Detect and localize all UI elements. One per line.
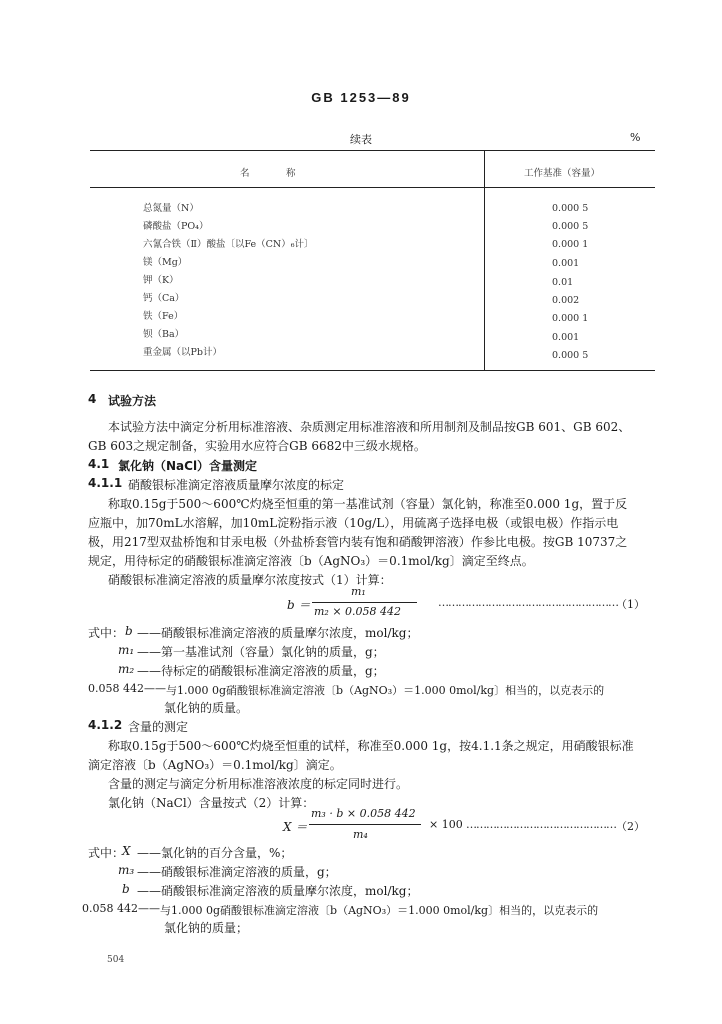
table-row-value: 0.001 [552, 258, 580, 269]
subsection-number: 4.1.1 [88, 476, 123, 490]
table-row-name: 磷酸盐（PO₄） [143, 221, 209, 232]
constant-symbol: 0.058 442—— [88, 682, 166, 695]
fraction-bar [312, 602, 417, 603]
formula-denominator: m₂ × 0.058 442 [314, 605, 402, 618]
formula-multiplier: × 100 [429, 818, 463, 831]
variable-description: ——氯化钠的百分含量，%； [137, 846, 293, 860]
constant-description: 氯化钠的质量。 [164, 701, 249, 715]
constant-description: 氯化钠的质量； [164, 921, 249, 935]
paragraph-line: 本试验方法中滴定分析用标准溶液、杂质测定用标准溶液和所用制剂及制品按GB 601、GB 602、 [108, 420, 631, 434]
formula-numerator: m₃ · b × 0.058 442 [311, 807, 416, 820]
table-row-value: 0.01 [552, 277, 574, 288]
formula-numerator: m₁ [351, 585, 366, 598]
table-row-name: 钡（Ba） [143, 329, 185, 340]
variable-symbol: b [125, 624, 133, 638]
subsection-title: 硝酸银标准滴定溶液质量摩尔浓度的标定 [128, 478, 345, 492]
subsection-title: 含量的测定 [128, 720, 189, 734]
table-row-value: 0.000 5 [552, 203, 589, 214]
table-row-value: 0.000 5 [552, 221, 589, 232]
constant-description: 与1.000 0g硝酸银标准滴定溶液〔b（AgNO₃）＝1.000 0mol/kg〕相当的，以克表示的 [166, 684, 605, 697]
subsection-title: 氯化钠（NaCl）含量测定 [118, 459, 258, 473]
table-row-name: 钾（K） [143, 275, 179, 286]
table-header-value: 工作基准（容量） [524, 168, 601, 179]
table-row-name: 重金属（以Pb计） [143, 347, 222, 358]
variable-symbol: m₁ [118, 643, 135, 657]
paragraph-line: 含量的测定与滴定分析用标准溶液浓度的标定同时进行。 [108, 777, 409, 791]
formula-tag: （2） [616, 820, 645, 833]
table-header-rule [90, 187, 655, 188]
table-row-name: 六氰合铁（Ⅱ）酸盐〔以Fe（CN）₆计〕 [143, 239, 314, 250]
table-top-rule [90, 150, 655, 151]
document-header: GB 1253—89 [311, 90, 411, 105]
variable-symbol: m₂ [118, 662, 135, 676]
table-row-name: 钙（Ca） [143, 293, 185, 304]
paragraph-line: 硝酸银标准滴定溶液的质量摩尔浓度按式（1）计算： [108, 573, 392, 587]
table-column-divider [484, 150, 485, 370]
formula-leader-dots: ……………………………………… [466, 818, 616, 831]
variable-description: ——待标定的硝酸银标准滴定溶液的质量，g； [137, 664, 385, 678]
paragraph-line: 规定，用待标定的硝酸银标准滴定溶液〔b（AgNO₃）＝0.1mol/kg〕滴定至终点。 [88, 554, 534, 568]
table-row-name: 铁（Fe） [143, 311, 184, 322]
table-row-value: 0.000 5 [552, 350, 589, 361]
formula-tag: （1） [616, 598, 645, 611]
variable-symbol: m₃ [118, 863, 135, 877]
page-number: 504 [107, 955, 125, 965]
paragraph-line: 极，用217型双盐桥饱和甘汞电极（外盐桥套管内装有饱和硝酸钾溶液）作参比电极。按GB 10737之 [88, 535, 628, 549]
table-row-value: 0.000 1 [552, 313, 589, 324]
where-intro: 式中： [88, 626, 125, 640]
table-caption: 续表 [350, 133, 372, 146]
paragraph-line: GB 603之规定制备，实验用水应符合GB 6682中三级水规格。 [88, 439, 426, 453]
section-number: 4 [88, 392, 97, 406]
table-row-value: 0.001 [552, 332, 580, 343]
variable-description: ——硝酸银标准滴定溶液的质量摩尔浓度，mol/kg； [137, 626, 419, 640]
table-bottom-rule [90, 370, 655, 371]
table-row-value: 0.000 1 [552, 239, 589, 250]
subsection-number: 4.1.2 [88, 718, 123, 732]
table-row-value: 0.002 [552, 295, 580, 306]
variable-description: ——硝酸银标准滴定溶液的质量，g； [137, 865, 337, 879]
table-row-name: 镁（Mg） [143, 257, 188, 268]
constant-symbol: 0.058 442—— [82, 902, 160, 915]
formula-leader-dots: ……………………………………………… [438, 596, 618, 609]
formula-lhs: b ＝ [287, 598, 311, 612]
formula-lhs: X ＝ [283, 820, 308, 834]
subsection-number: 4.1 [88, 457, 110, 471]
fraction-bar [309, 824, 421, 825]
constant-description: 与1.000 0g硝酸银标准滴定溶液〔b（AgNO₃）＝1.000 0mol/kg〕相当的，以克表示的 [160, 904, 599, 917]
variable-description: ——硝酸银标准滴定溶液的质量摩尔浓度，mol/kg； [137, 884, 419, 898]
variable-symbol: X [122, 844, 131, 858]
variable-description: ——第一基准试剂（容量）氯化钠的质量，g； [137, 645, 385, 659]
paragraph-line: 称取0.15g于500～600℃灼烧至恒重的试样，称准至0.000 1g，按4.1.1条之规定，用硝酸银标准 [108, 739, 634, 753]
table-row-name: 总氮量（N） [143, 203, 199, 214]
paragraph-line: 称取0.15g于500～600℃灼烧至恒重的第一基准试剂（容量）氯化钠，称准至0.000 1g，置于反 [108, 497, 628, 511]
paragraph-line: 滴定溶液〔b（AgNO₃）＝0.1mol/kg〕滴定。 [88, 758, 342, 772]
paragraph-line: 应瓶中，加70mL水溶解，加10mL淀粉指示液（10g/L），用硫离子选择电极（或银电极）作指示电 [88, 516, 619, 530]
where-intro: 式中： [88, 846, 125, 860]
table-header-name: 名 称 [240, 168, 298, 179]
section-title: 试验方法 [108, 394, 157, 408]
paragraph-line: 氯化钠（NaCl）含量按式（2）计算： [108, 796, 315, 810]
table-unit: % [630, 131, 641, 144]
formula-denominator: m₄ [353, 828, 368, 841]
variable-symbol: b [122, 882, 130, 896]
